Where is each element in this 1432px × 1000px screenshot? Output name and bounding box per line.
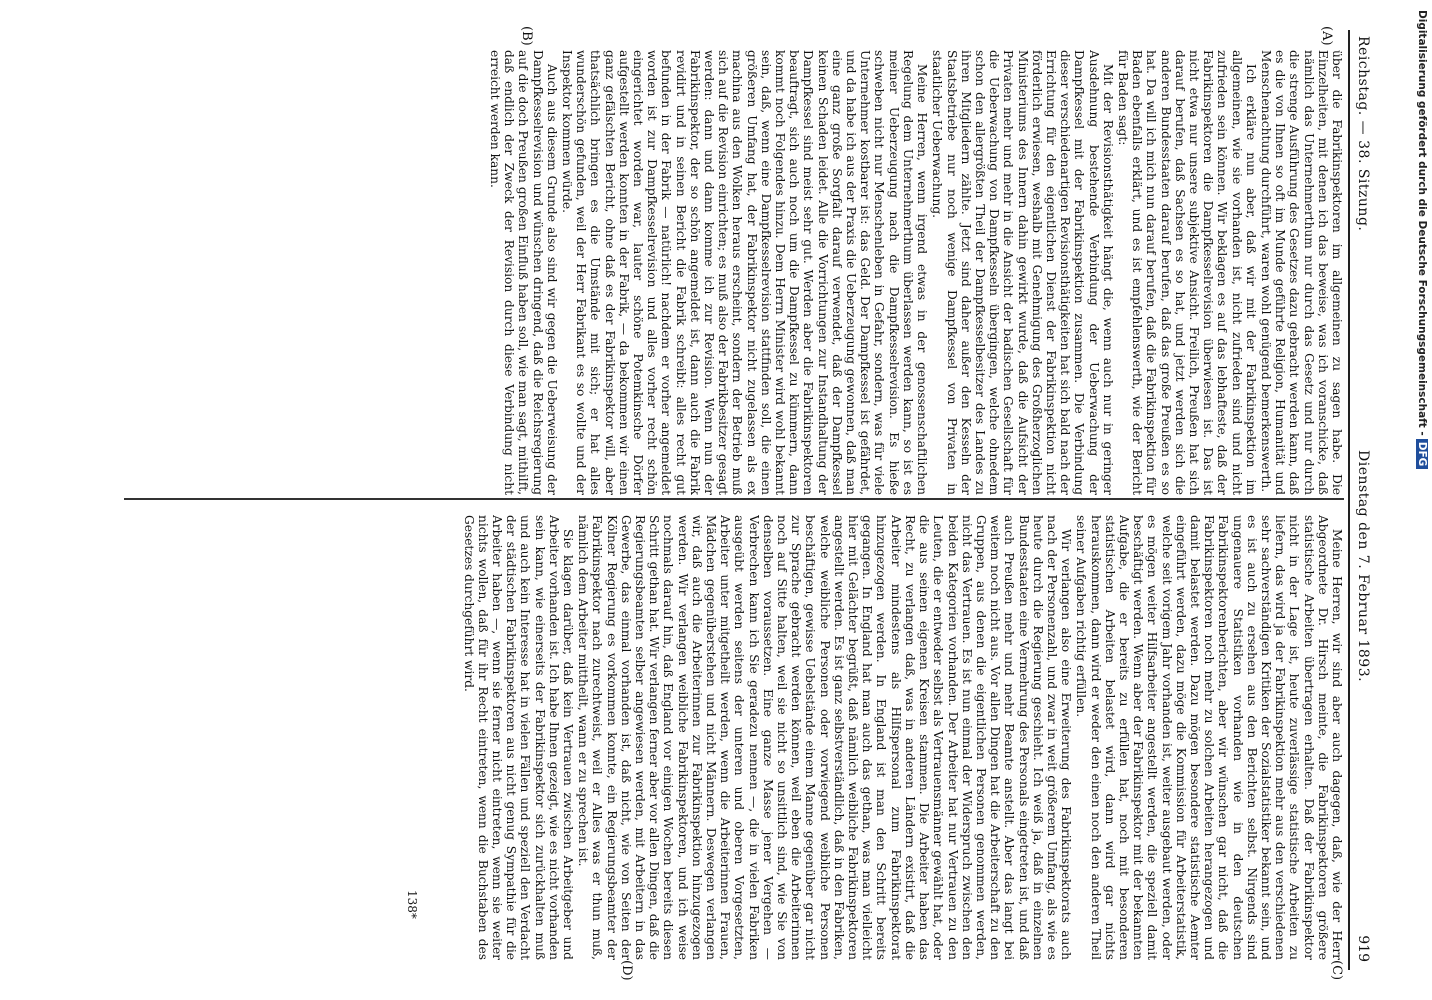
- column-divider: [124, 498, 1344, 500]
- page-number: 919: [1355, 935, 1371, 962]
- header-rule: [1348, 30, 1350, 970]
- document-page: [74, 26, 1374, 981]
- left-column: [104, 50, 1344, 495]
- paragraph: Sie klagen darüber, daß kein Vertrauen zwischen Arbeitgeber und Arbeiter vorhanden ist. Ich habe Ihnen gezeigt, wie es nicht vorhanden sein kann, wie einerseits der Fabrikinspektor sich zurückhalten muß und auch kein Interesse hat in vielen Fällen und speziell den Verdacht der städtischen Fabrikinspektoren aus nicht genug Sympathie für die Arbeiter haben —, wenn sie ferner nicht eintreten, wenn sie weiter nichts wollen, daß für ihr Recht eintreten, wenn die Buchstaben des Gesetzes durchgeführt wird.: [461, 515, 576, 960]
- paragraph: Mit der Revisionsthätigkeit hängt die, wenn auch nur in geringer Ausdehnung bestehende Verbindung der Ueberwachung der Dampfkessel mit der Fabrikinspektion zusammen. Die Verbindung dieser verschiedenartigen Revisionsthätigkeiten hat sich bald nach der Errichtung für den eigentlichen Dienst der Fabrikinspektion nicht förderlich erwiesen, weshalb mit Genehmigung des Großherzoglichen Ministeriums des Innern dahin gewirkt wurde, daß die Aufsicht der Privaten mehr und mehr in die Ansicht der badischen Gesellschaft für die Ueberwachung von Dampfkesseln übergingen, welche ohnedem schon den allergrößten Theil der Dampfkesselbesitzer des Landes zu ihren Mitgliedern zählte. Jetzt sind daher außer den Kesseln der Staatsbetriebe nur noch wenige Dampfkessel von Privaten in staatlicher Ueberwachung.: [930, 50, 1115, 495]
- margin-marker-d: (D): [619, 960, 634, 981]
- digitization-credit: [1416, 10, 1428, 469]
- paragraph: Ich erkläre nun aber, daß wir mit der Fabrikinspektion im allgemeinen, wie sie vorhanden ist, nicht zufrieden sind und nicht zufrieden sein können. Wir beklagen es auf das lebhafteste, daß der Fabrikinspektoren die Dampfkesselrevision überwiesen ist. Das ist nicht etwa nur unsere subjektive Ansicht. Freilich, Preußen hat sich darauf berufen, daß Sachsen es so hat, und jetzt werden sich die anderen Bundesstaaten darauf berufen, daß das große Preußen es so hat. Da will ich mich nun darauf berufen, daß die Fabrikinspektion für Baden ebenfalls erklärt, und es ist empfehlenswerth, wie der Bericht für Baden sagt:: [1115, 50, 1258, 495]
- credit-text: Digitalisierung gefördert durch die Deutsche Forschungsgemeinschaft -: [1416, 10, 1428, 436]
- paragraph: Meine Herren, wenn irgend etwas in der genossenschaftlichen Regelung dem Unternehmerthum überlassen werden kann, so ist es meiner Ueberzeugung nach die Dampfkesselrevision. Es hieße schweben nicht nur Menschenleben in Gefahr, sondern, was für viele Unternehmer kostbarer ist: das Geld. Der Dampfkessel ist gefährdet, und da habe ich aus der Praxis die Ueberzeugung gewonnen, daß man eine ganz große Sorgfalt darauf verwendet, daß der Dampfkessel keinen Schaden leidet. Alle die Vorrichtungen zur Instandhaltung der Dampfkessel sind meist sehr gut. Werden aber die Fabrikinspektoren beauftragt, sich auch noch um die Dampfkessel zu kümmern, dann kommt noch Folgendes hinzu. Dem Herrn Minister wird wohl bekannt sein, daß, wenn eine Dampfkesselrevision stattfinden soll, die einen größeren Umfang hat, der Fabrikinspektor nicht zugelassen als ex machina aus den Wolken heraus erscheint, sondern der Betrieb muß sich auf die Revision einrichten; es muß also der Fabrikbesitzer gesagt werden: dann und dann komme ich zur Revision. Wenn nun der Fabrikinspektor, der so schön angemeldet ist, dann auch die Fabrik revidirt und in seinen Bericht die Fabrik schreibt: alles recht gut befunden in der Fabrik — natürlich! nachdem er vorher angemeldet worden ist zur Dampfkesselrevision und alles vorher recht schön eingerichtet worden war, lauter schöne Potemkinsche Dörfer aufgestellt werden konnten in der Fabrik, — da bekommen wir einen ganz gefälschten Bericht, ohne daß es der Fabrikinspektor will, aber thatsächlich bringen es die Umstände mit sich; er hat alles wunderschön gefunden, weil der Herr Fabrikant es so wollte und der Inspektor kommen würde.: [560, 50, 930, 495]
- paragraph: Meine Herren, wir sind aber auch dagegen, daß, wie der Herr Abgeordnete Dr. Hirsch meinte, die Fabrikinspektoren größere statistische Arbeiten übertragen erhalten. Daß der Fabrikinspektor nicht in der Lage ist, heute zuverlässige statistische Arbeiten zu liefern, das wird ja der Fabrikinspektion mehr aus den verschiedenen sehr sachverständigen Kritiken der Sozialstatistiker bekannt sein, und es ist auch zu ersehen aus den Berichten selbst. Nirgends sind ungenauere Statistiken vorhanden wie in den deutschen Fabrikinspektorenberichten, aber wir wünschen gar nicht, daß die Fabrikinspektoren noch mehr zu solchen Arbeiten herangezogen und damit belastet werden. Dazu mögen besondere statistische Aemter eingeführt werden, dazu möge die Kommission für Arbeiterstatistik, welche seit vorigem Jahr vorhanden ist, weiter ausgebaut werden, oder es mögen weiter Hilfsarbeiter angestellt werden, die speziell damit beschäftigt werden. Wenn aber der Fabrikinspektor mit der bekannten Aufgabe, die er bereits zu erfüllen hat, noch mit besonderen statistischen Arbeiten belastet wird, dann wird gar nichts herauskommen, dann wird er weder den einen noch den anderen Theil seiner Aufgaben richtig erfüllen.: [1074, 515, 1344, 960]
- margin-marker-a: (A): [1319, 26, 1334, 46]
- header-date: Dienstag den 7. Februar 1893.: [1355, 450, 1371, 683]
- sheet-signature: 138*: [405, 890, 419, 919]
- paragraph: über die Fabrikinspektoren im allgemeinen zu sagen habe. Die Einzelheiten, mit denen ich das beweise, was ich voranschicke, daß nämlich das Unternehmerthum nur durch das Gesetz und nur durch die strenge Ausführung des Gesetzes dazu gebracht werden kann, daß es die von Ihnen so oft im Munde geführte Religion, Humanität und Menschenachtung durchführt, waren wohl genügend bemerkenswerth.: [1258, 50, 1344, 495]
- page-header: [1352, 30, 1374, 970]
- margin-marker-b: (B): [519, 26, 534, 46]
- right-column: [104, 515, 1344, 960]
- header-left: Reichstag. — 38. Sitzung.: [1355, 36, 1371, 232]
- paragraph: Auch aus diesem Grunde also sind wir gegen die Ueberweisung der Dampfkesselrevision und wünschen dringend, daß die Reichsregierung auf die doch Preußen großen Einfluß haben soll, wie man sagt, mithilft, daß endlich der Zweck der Revision durch diese Verbindung nicht erreicht werden kann.: [488, 50, 559, 495]
- dfg-logo: DFG: [1416, 439, 1428, 470]
- paragraph: Wir verlangen also eine Erweiterung des Fabrikinspektorats auch nach der Personenzahl, und zwar in weit größerem Umfang, als wie es heute durch die Regierung geschieht. Ich weiß ja, daß in einzelnen Bundesstaaten eine Vermehrung des Personals eingetreten ist, und daß auch Preußen mehr und mehr Beamte anstellt. Aber das langt bei weitem noch nicht aus. Vor allen Dingen hat die Arbeiterschaft zu den Gruppen, aus denen die eigentlichen Personen genommen werden, nicht das Vertrauen. Es ist nun einmal der Widerspruch zwischen den beiden Kategorien vorhanden. Der Arbeiter hat nur Vertrauen zu den Leuten, die er entweder selbst als Vertrauensmänner gewählt hat, oder die aus seinen eigenen Kreisen stammen. Die Arbeiter haben das Recht, zu verlangen daß, was in anderen Ländern existirt, daß die Arbeiter mindestens als Hilfspersonal zum Fabrikinspektorat hinzugezogen werden. In England ist man den Schritt bereits gegangen. In England hat man auch das gethan, was man vielleicht hier mit Gelächter begrüßt, daß nämlich weibliche Fabrikinspektoren angestellt werden. Es ist ganz selbstverständlich, daß in den Fabriken, welche weibliche Personen oder vorwiegend weibliche Personen beschäftigen, gewisse Uebelstände einem Manne gegenüber gar nicht zur Sprache gebracht werden können, weil eben die Arbeiterinnen noch auf Sitte halten, weil sie nicht so unsittlich sind, wie Sie von denselben voraussetzen. Eine ganze Masse jener Vergehen — Verbrechen kann ich Sie geradezu nennen —, die in vielen Fabriken ausgeübt werden seitens der unteren und oberen Vorgesetzten, Arbeiter unter mitgetheilt werden, wenn die Arbeiterinnen Frauen, Mädchen gegenüberstehen und nicht Männern. Deswegen verlangen wir, daß auch die Arbeiterinnen zur Fabrikinspektion hinzugezogen werden. Wir verlangen weibliche Fabrikinspektoren, und ich weise nochmals darauf hin, daß England vor einigen Wochen bereits diesen Schritt gethan hat. Wir verlangen ferner aber vor allen Dingen, daß die Regierungsbeamten selber angewiesen werden, mit Arbeitern in das Gewerbe, das einmal vorhanden ist, daß nicht, wie von Seiten der Kölner Regierung es vorkommen konnte, ein Regierungsbeamter der Fabrikinspektor nach zurechtweist, weil er Alles was er thun muß, nämlich dem Arbeiter mittheilt, wann er zu sprechen ist.: [576, 515, 1074, 960]
- margin-marker-c: (C): [1329, 960, 1344, 981]
